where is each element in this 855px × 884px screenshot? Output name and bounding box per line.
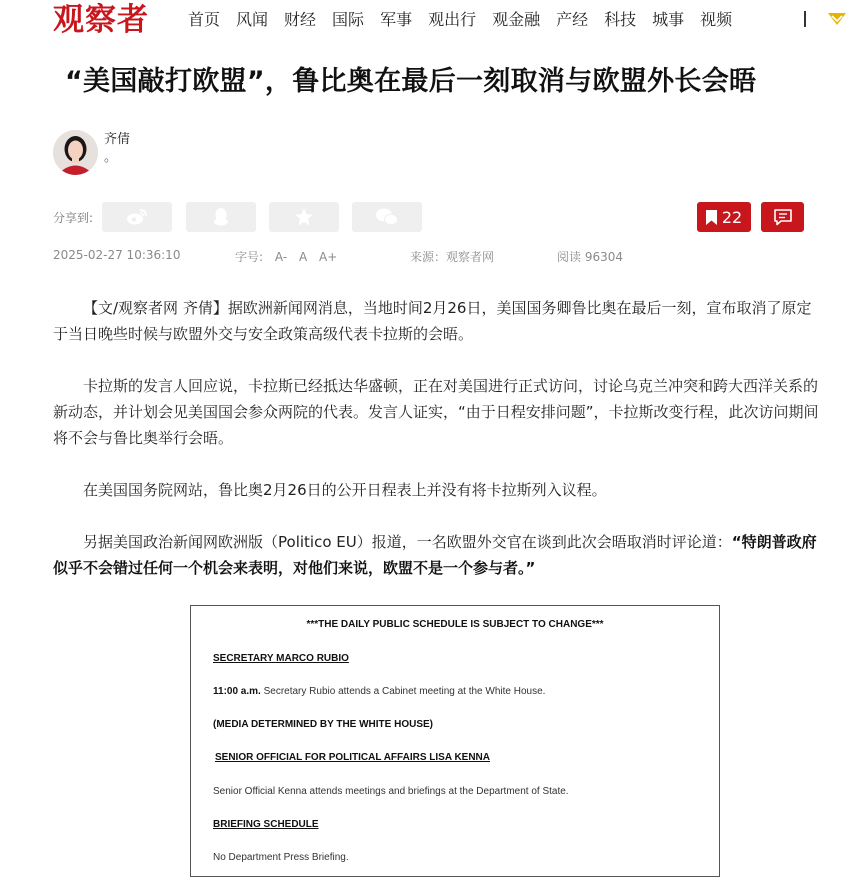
schedule-time: 11:00 a.m. (213, 686, 261, 697)
article-paragraph: 在美国国务院网站，鲁比奥2月26日的公开日程表上并没有将卡拉斯列入议程。 (83, 481, 607, 499)
article-paragraph (53, 529, 825, 581)
quote-text: “特朗普政府似乎不会错过任何一个机会来表明，对他们来说，欧盟不是一个参与者。” (53, 533, 817, 577)
comment-icon (773, 208, 793, 226)
nav-item-finance[interactable]: 财经 (284, 10, 317, 29)
nav-item-tech[interactable]: 科技 (604, 10, 637, 29)
article-title: “美国敲打欧盟”，鲁比奥在最后一刻取消与欧盟外长会晤 (65, 66, 757, 97)
font-size-label: 字号: (235, 250, 264, 264)
site-logo[interactable]: 观察者 (53, 2, 149, 38)
nav-item-international[interactable]: 国际 (332, 10, 365, 29)
nav-item-fintech[interactable]: 观金融 (492, 10, 541, 29)
paragraph-text: 另据美国政治新闻网欧洲版（Politico EU）报道，一名欧盟外交官在谈到此次会晤取消时评论道： (83, 533, 732, 551)
publish-date: 2025-02-27 10:36:10 (53, 248, 181, 262)
schedule-heading-secretary: SECRETARY MARCO RUBIO (213, 653, 349, 664)
font-size-increase-button[interactable]: A+ (319, 250, 338, 264)
nav-divider (804, 11, 806, 27)
author-description: 。 (104, 150, 118, 165)
schedule-heading-briefing: BRIEFING SCHEDULE (213, 819, 319, 830)
qq-penguin-icon (212, 207, 230, 227)
read-count: 阅读 96304 (557, 250, 623, 264)
article-paragraph: 卡拉斯的发言人回应说，卡拉斯已经抵达华盛顿，正在对美国进行正式访问，讨论乌克兰冲突和跨大西洋关系的新动态，并计划会见美国国会参众两院的代表。发言人证实，“由于日程安排问题”，卡拉斯改变行程，此次访问期间将不会与鲁比奥举行会晤。 (53, 377, 819, 447)
schedule-notice: ***THE DAILY PUBLIC SCHEDULE IS SUBJECT TO CHANGE*** (306, 619, 604, 630)
nav-item-industry[interactable]: 产经 (556, 10, 589, 29)
comment-button[interactable] (761, 202, 804, 232)
nav-item-mobility[interactable]: 观出行 (428, 10, 477, 29)
share-wechat-button[interactable] (352, 202, 422, 232)
nav-item-video[interactable]: 视频 (700, 10, 733, 29)
weibo-icon (126, 208, 148, 226)
share-weibo-button[interactable] (102, 202, 172, 232)
schedule-entry-text: Senior Official Kenna attends meetings and briefings at the Department of State. (213, 786, 569, 797)
main-nav (188, 9, 748, 31)
schedule-entry-text: No Department Press Briefing. (213, 852, 349, 863)
author-name[interactable]: 齐倩 (104, 132, 131, 147)
share-label: 分享到: (53, 211, 94, 225)
schedule-entry-text: Secretary Rubio attends a Cabinet meeting at the White House. (263, 686, 546, 697)
schedule-heading-official: SENIOR OFFICIAL FOR POLITICAL AFFAIRS LISA KENNA (215, 752, 491, 763)
wechat-icon (375, 207, 399, 227)
schedule-entry (213, 686, 545, 697)
bookmark-count: 22 (721, 207, 743, 227)
font-size-decrease-button[interactable]: A- (274, 250, 288, 264)
top-navigation (0, 0, 855, 42)
nav-item-city[interactable]: 城事 (652, 10, 685, 29)
share-qq-button[interactable] (186, 202, 256, 232)
schedule-media-note: (MEDIA DETERMINED BY THE WHITE HOUSE) (213, 719, 434, 730)
font-size-default-button[interactable]: A (298, 250, 308, 264)
font-size-controls (235, 248, 345, 265)
schedule-screenshot-image (190, 605, 720, 877)
vip-diamond-icon[interactable] (826, 12, 848, 26)
article-paragraph: 【文/观察者网 齐倩】据欧洲新闻网消息，当地时间2月26日，美国国务卿鲁比奥在最后一刻，宣布取消了原定于当日晚些时候与欧盟外交与安全政策高级代表卡拉斯的会晤。 (53, 299, 812, 343)
qzone-star-icon (294, 207, 314, 227)
bookmark-icon (706, 210, 717, 225)
nav-item-military[interactable]: 军事 (380, 10, 413, 29)
nav-item-home[interactable]: 首页 (188, 10, 221, 29)
nav-item-fengwen[interactable]: 风闻 (236, 10, 269, 29)
author-avatar[interactable] (53, 130, 98, 175)
article-source: 来源：观察者网 (410, 250, 495, 264)
share-qzone-button[interactable] (269, 202, 339, 232)
bookmark-button[interactable] (697, 202, 751, 232)
